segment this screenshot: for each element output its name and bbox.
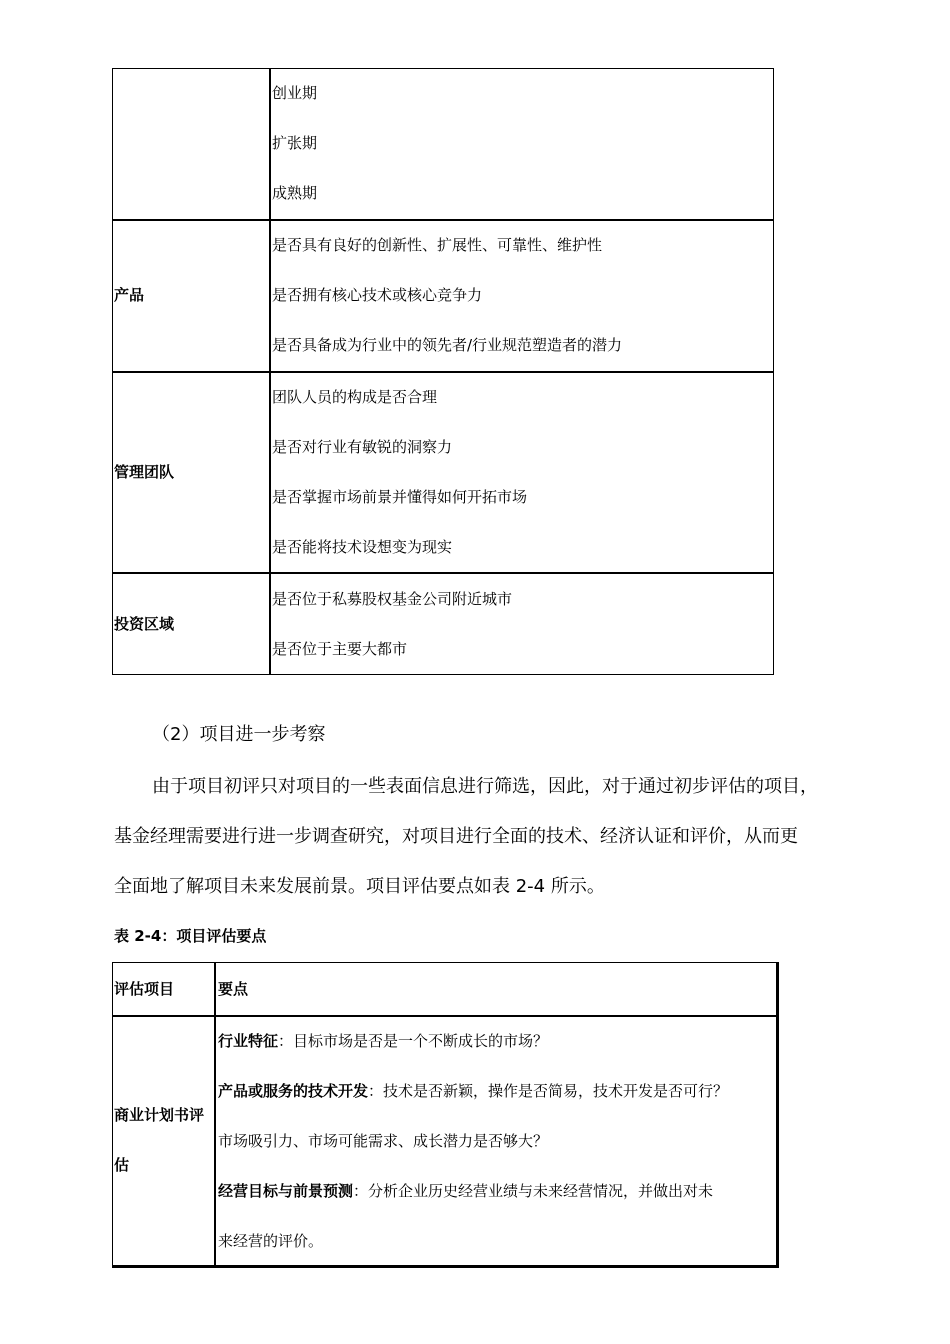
key-point-industry: 行业特征：目标市场是否是一个不断成长的市场？ (218, 1032, 549, 1050)
row-label-bp: 商业计划书评 (114, 1106, 205, 1124)
row-divider (113, 572, 773, 574)
key-point-market: 市场吸引力、市场可能需求、成长潜力是否够大？ (218, 1132, 549, 1150)
table-cell: 成熟期 (272, 184, 318, 202)
row-label-product: 产品 (114, 286, 145, 304)
paragraph-line: 由于项目初评只对项目的一些表面信息进行筛选，因此，对于通过初步评估的项目， (152, 776, 818, 797)
row-label-bp-cont: 估 (114, 1156, 130, 1174)
table-cell: 扩张期 (272, 134, 318, 152)
row-divider (113, 219, 773, 221)
row-label-team: 管理团队 (114, 463, 175, 481)
column-divider (214, 963, 216, 1267)
table-cell: 是否具有良好的创新性、扩展性、可靠性、维护性 (272, 236, 603, 254)
table-border (776, 963, 778, 1267)
evaluation-table (112, 962, 779, 1268)
section-heading: （2）项目进一步考察 (152, 724, 326, 745)
row-divider (113, 371, 773, 373)
paragraph-line: 全面地了解项目未来发展前景。项目评估要点如表 2-4 所示。 (114, 876, 605, 897)
key-point-forecast: 经营目标与前景预测：分析企业历史经营业绩与未来经营情况，并做出对未 (218, 1182, 714, 1200)
key-point-technology: 产品或服务的技术开发：技术是否新颖，操作是否简易，技术开发是否可行？ (218, 1082, 729, 1100)
table-cell: 是否能将技术设想变为现实 (272, 538, 453, 556)
row-label-region: 投资区域 (114, 615, 175, 633)
header-evaluation-item: 评估项目 (114, 980, 175, 998)
paragraph-line: 基金经理需要进行进一步调查研究，对项目进行全面的技术、经济认证和评价，从而更 (114, 826, 798, 847)
table-border (113, 1265, 778, 1267)
key-point-forecast-cont: 来经营的评价。 (218, 1232, 324, 1250)
row-divider (113, 1015, 778, 1017)
table-cell: 是否具备成为行业中的领先者/行业规范塑造者的潜力 (272, 336, 623, 354)
table-cell: 团队人员的构成是否合理 (272, 388, 438, 406)
table-cell: 是否掌握市场前景并懂得如何开拓市场 (272, 488, 528, 506)
header-key-points: 要点 (218, 980, 249, 998)
table-cell: 创业期 (272, 84, 318, 102)
criteria-table (112, 68, 774, 675)
table-caption: 表 2-4：项目评估要点 (114, 927, 267, 945)
table-cell: 是否位于主要大都市 (272, 640, 408, 658)
table-cell: 是否对行业有敏锐的洞察力 (272, 438, 453, 456)
table-cell: 是否位于私募股权基金公司附近城市 (272, 590, 513, 608)
table-cell: 是否拥有核心技术或核心竞争力 (272, 286, 483, 304)
